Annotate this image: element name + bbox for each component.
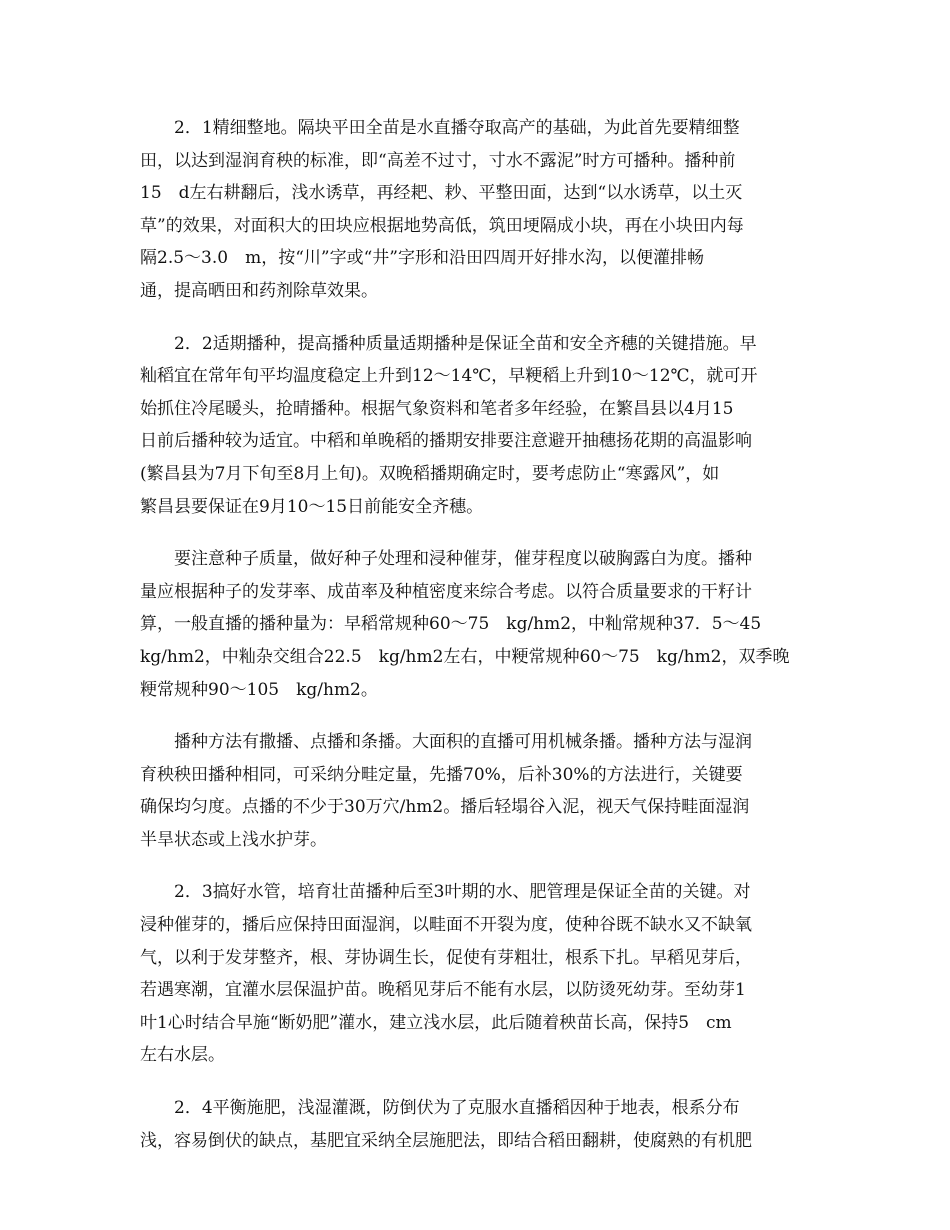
text-line: 算，一般直播的播种量为：早稻常规种60～75 kg/hm2，中籼常规种37．5～45 <box>140 614 762 635</box>
text-line: 半旱状态或上浅水护芽。 <box>140 829 327 850</box>
text-line: 始抓住冷尾暖头，抢晴播种。根据气象资料和笔者多年经验，在繁昌县以4月15 <box>140 398 734 419</box>
document-body <box>140 112 812 1177</box>
text-line: 2．1精细整地。隔块平田全苗是水直播夺取高产的基础，为此首先要精细整 <box>140 118 740 138</box>
text-line: (繁昌县为7月下旬至8月上旬)。双晚稻播期确定时，要考虑防止“寒露风”，如 <box>140 463 720 484</box>
text-line: 左右水层。 <box>140 1045 225 1066</box>
text-line: 2．3搞好水管，培育壮苗播种后至3叶期的水、肥管理是保证全苗的关键。对 <box>140 882 751 903</box>
text-line: 日前后播种较为适宜。中稻和单晚稻的播期安排要注意避开抽穗扬花期的高温影响 <box>140 431 752 452</box>
text-line: 气，以利于发芽整齐，根、芽协调生长，促使有芽粗壮，根系下扎。早稻见芽后， <box>140 947 752 968</box>
text-line: 播种方法有撒播、点播和条播。大面积的直播可用机械条播。播种方法与湿润 <box>140 732 752 753</box>
text-line: 若遇寒潮，宜灌水层保温护苗。晚稻见芽后不能有水层，以防烫死幼芽。至幼芽1 <box>140 980 746 1001</box>
paragraph-balanced-fertilization <box>140 1092 812 1157</box>
paragraph-seed-quality <box>140 543 812 706</box>
text-line: 叶1心时结合早施“断奶肥”灌水，建立浅水层，此后随着秧苗长高，保持5 cm <box>140 1012 732 1033</box>
text-line: 量应根据种子的发芽率、成苗率及种植密度来综合考虑。以符合质量要求的干籽计 <box>140 581 752 602</box>
text-line: 育秧秧田播种相同，可采纳分畦定量，先播70%，后补30%的方法进行，关键要 <box>140 764 743 785</box>
text-line: 要注意种子质量，做好种子处理和浸种催芽，催芽程度以破胸露白为度。播种 <box>140 549 752 570</box>
text-line: 草”的效果，对面积大的田块应根据地势高低，筑田埂隔成小块，再在小块田内每 <box>140 215 744 236</box>
text-line: 2．2适期播种，提高播种质量适期播种是保证全苗和安全齐穗的关键措施。早 <box>140 333 757 354</box>
text-line: 浅，容易倒伏的缺点，基肥宜采纳全层施肥法，即结合稻田翻耕，使腐熟的有机肥 <box>140 1130 752 1151</box>
paragraph-water-management <box>140 876 812 1072</box>
text-line: 籼稻宜在常年旬平均温度稳定上升到12～14℃，早粳稻上升到10～12℃，就可开 <box>140 366 758 387</box>
text-line: 繁昌县要保证在9月10～15日前能安全齐穗。 <box>140 496 484 517</box>
text-line: 隔2.5～3.0 m，按“川”字或“井”字形和沿田四周开好排水沟，以便灌排畅 <box>140 248 704 269</box>
text-line: 田，以达到湿润育秧的标准，即“高差不过寸，寸水不露泥”时方可播种。播种前 <box>140 150 736 171</box>
text-line: 粳常规种90～105 kg/hm2。 <box>140 679 378 700</box>
text-line: 15 d左右耕翻后，浅水诱草，再经耙、耖、平整田面，达到“以水诱草，以土灭 <box>140 183 743 204</box>
text-line: 浸种催芽的，播后应保持田面湿润，以畦面不开裂为度，使种谷既不缺水又不缺氧 <box>140 915 752 936</box>
text-line: 确保均匀度。点播的不少于30万穴/hm2。播后轻塌谷入泥，视天气保持畦面湿润 <box>140 797 750 818</box>
text-line: 2．4平衡施肥，浅湿灌溉，防倒伏为了克服水直播稻因种于地表，根系分布 <box>140 1098 740 1119</box>
paragraph-fine-land-preparation <box>140 112 812 308</box>
text-line: kg/hm2，中籼杂交组合22.5 kg/hm2左右，中粳常规种60～75 kg/hm2，双季晚 <box>140 646 790 667</box>
paragraph-timely-sowing <box>140 328 812 524</box>
text-line: 通，提高晒田和药剂除草效果。 <box>140 280 378 301</box>
paragraph-sowing-methods <box>140 726 812 856</box>
